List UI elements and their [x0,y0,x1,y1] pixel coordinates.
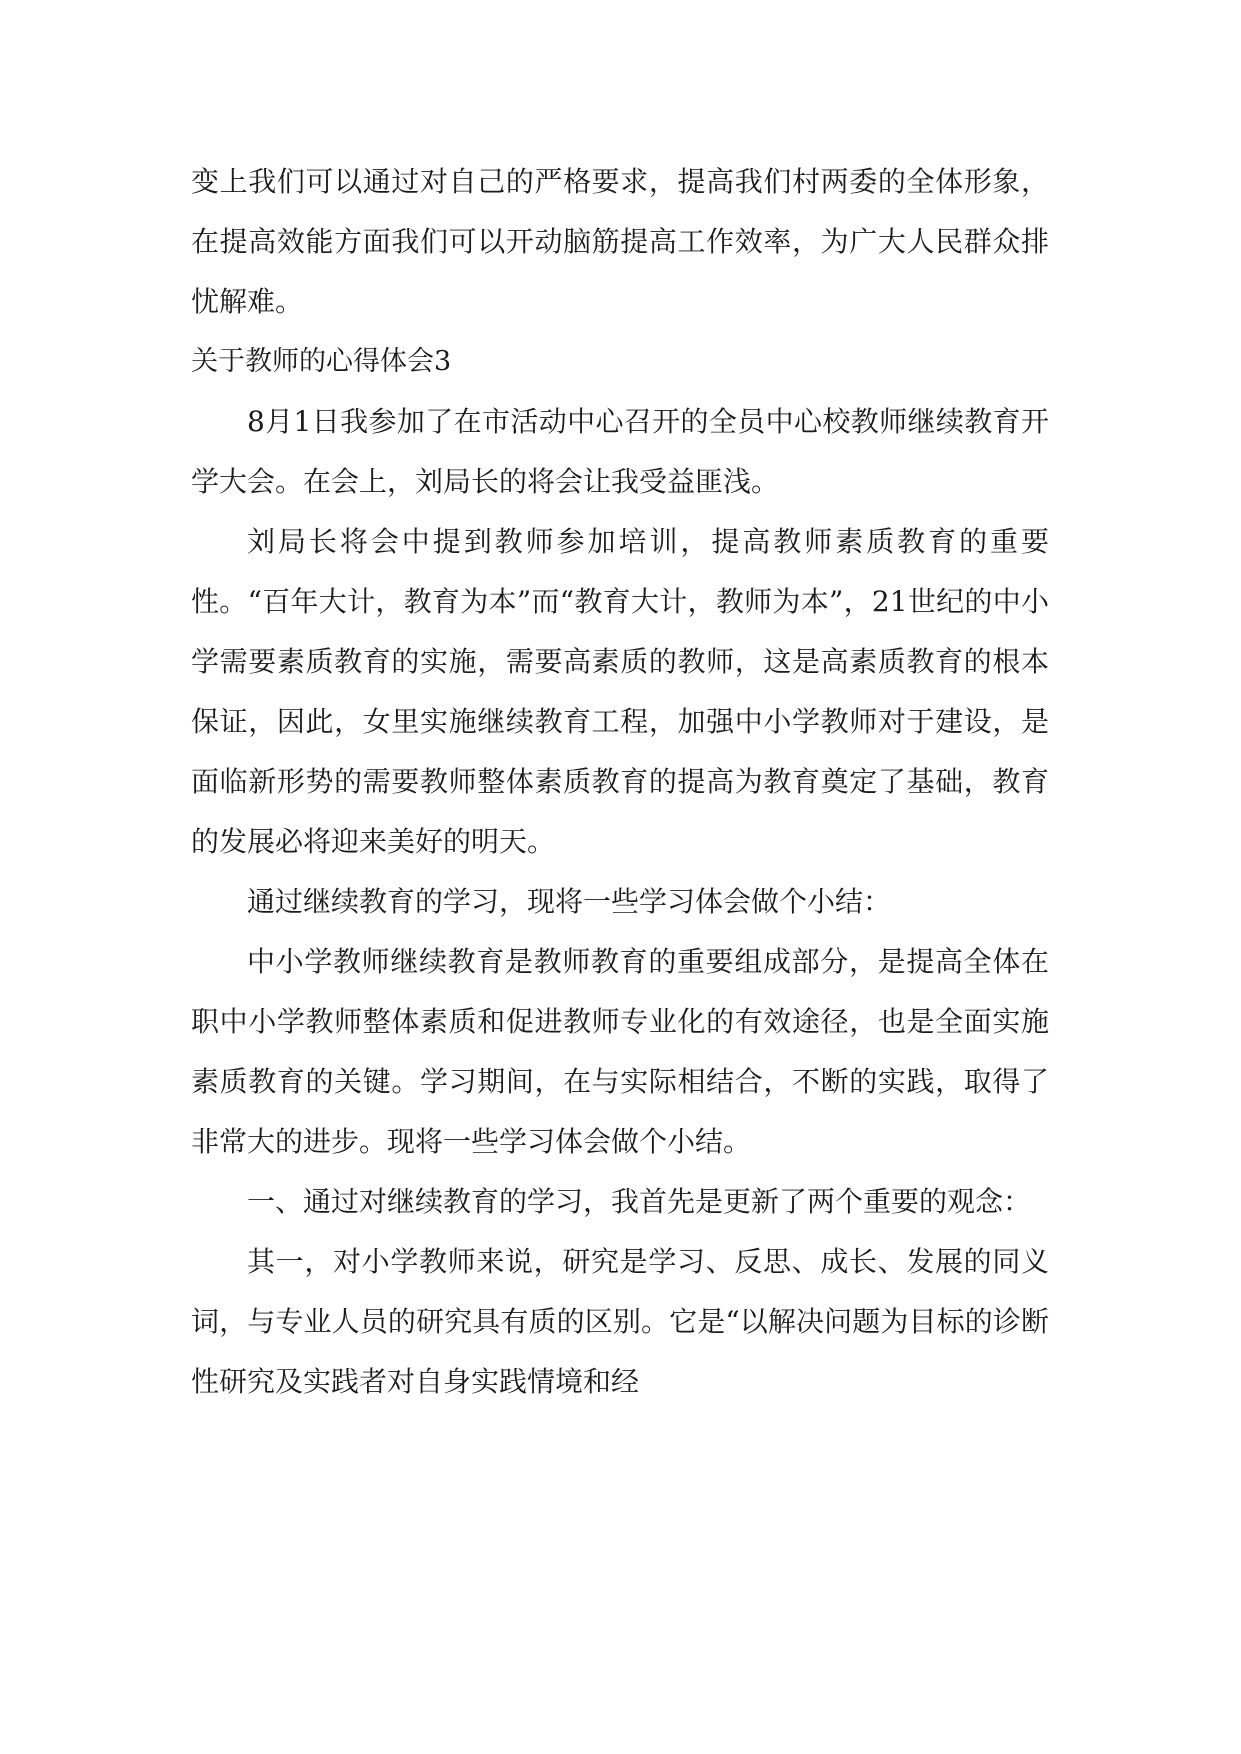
body-paragraph: 中小学教师继续教育是教师教育的重要组成部分，是提高全体在职中小学教师整体素质和促进教师专业化的有效途径，也是全面实施素质教育的关键。学习期间，在与实际相结合，不断的实践，取得了非常大的进步。现将一些学习体会做个小结。 [191,945,1049,1158]
document-page [191,152,1049,1412]
body-paragraph: 一、通过对继续教育的学习，我首先是更新了两个重要的观念： [247,1185,1032,1218]
body-paragraph: 通过继续教育的学习，现将一些学习体会做个小结： [247,885,892,918]
section-heading: 关于教师的心得体会3 [191,346,452,377]
body-paragraph: 其一，对小学教师来说，研究是学习、反思、成长、发展的同义词，与专业人员的研究具有质的区别。它是“以解决问题为目标的诊断性研究及实践者对自身实践情境和经 [191,1245,1049,1398]
body-paragraph: 8月1日我参加了在市活动中心召开的全员中心校教师继续教育开学大会。在会上，刘局长的将会让我受益匪浅。 [191,405,1049,498]
body-paragraph: 刘局长将会中提到教师参加培训，提高教师素质教育的重要性。“百年大计，教育为本”而“教育大计，教师为本”，21世纪的中小学需要素质教育的实施，需要高素质的教师，这是高素质教育的根本保证，因此，女里实施继续教育工程，加强中小学教师对于建设，是面临新形势的需要教师整体素质教育的提高为教育奠定了基础，教育的发展必将迎来美好的明天。 [191,525,1049,858]
continued-paragraph: 变上我们可以通过对自己的严格要求，提高我们村两委的全体形象，在提高效能方面我们可以开动脑筋提高工作效率，为广大人民群众排忧解难。 [191,165,1049,318]
